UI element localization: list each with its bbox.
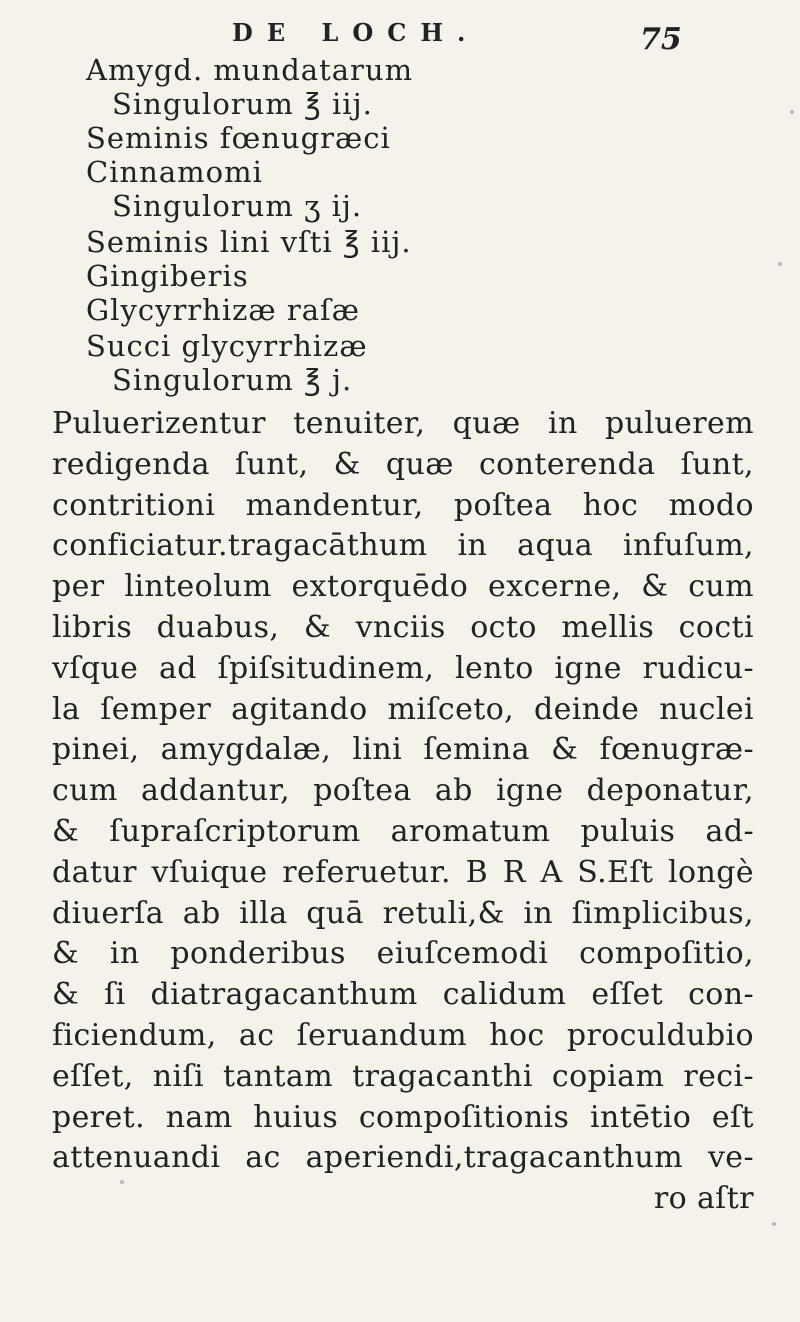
recipe-line: Singulorum ℥ j. (112, 363, 353, 397)
text-line: & in ponderibus eiuſcemodi compoſitio, (52, 936, 754, 972)
text-line: peret. nam huius compoſitionis intētio eſt (52, 1099, 754, 1135)
recipe-line: Glycyrrhizæ raſæ (86, 293, 361, 327)
paper-speck (778, 262, 782, 266)
text-line: conficiatur.tragacāthum in aqua infuſum, (52, 528, 754, 564)
text-line: vſque ad ſpiſsitudinem, lento igne rudicu- (52, 650, 754, 686)
text-line: redigenda ſunt, & quæ conterenda ſunt, (52, 446, 754, 482)
recipe-line: Seminis fœnugræci (86, 121, 391, 155)
recipe-line: Seminis lini vſti ℥ iij. (86, 225, 412, 259)
text-line: eſſet, niſi tantam tragacanthi copiam reci- (52, 1058, 754, 1094)
recipe-line: Singulorum ℥ iij. (112, 87, 373, 121)
paper-speck (772, 1222, 776, 1226)
paper-speck (790, 110, 794, 114)
text-line: & ſupraſcriptorum aromatum puluis ad- (52, 813, 754, 849)
recipe-line: Singulorum ʒ ij. (112, 189, 363, 223)
running-head: DE LOCH. (232, 18, 480, 47)
page-number: 75 (640, 22, 682, 57)
recipe-line: Succi glycyrrhizæ (86, 329, 368, 363)
recipe-line: Amygd. mundatarum (86, 53, 414, 87)
text-line: & ſi diatragacanthum calidum eſſet con- (52, 977, 754, 1013)
text-line: attenuandi ac aperiendi,tragacanthum ve- (52, 1140, 754, 1176)
catchword: ro aſtr (653, 1181, 754, 1217)
text-line: pinei, amygdalæ, lini ſemina & fœnugræ- (52, 732, 754, 768)
paper-speck (120, 1180, 124, 1184)
text-line: datur vſuique referuetur. B R A S.Eſt longè (52, 854, 754, 890)
text-line: la ſemper agitando miſceto, deinde nuclei (52, 691, 754, 727)
body-paragraph (52, 404, 752, 1220)
text-line: per linteolum extorquēdo excerne, & cum (52, 569, 754, 605)
text-line: Puluerizentur tenuiter, quæ in puluerem (52, 406, 754, 441)
text-line: diuerſa ab illa quā retuli,& in ſimplicibus, (52, 895, 754, 931)
text-line: libris duabus, & vnciis octo mellis cocti (52, 609, 754, 645)
text-line: contritioni mandentur, poſtea hoc modo (52, 487, 754, 523)
text-line: cum addantur, poſtea ab igne deponatur, (52, 773, 754, 809)
recipe-line: Gingiberis (86, 259, 249, 293)
recipe-line: Cinnamomi (86, 155, 263, 189)
text-line: ficiendum, ac ſeruandum hoc proculdubio (52, 1017, 754, 1053)
